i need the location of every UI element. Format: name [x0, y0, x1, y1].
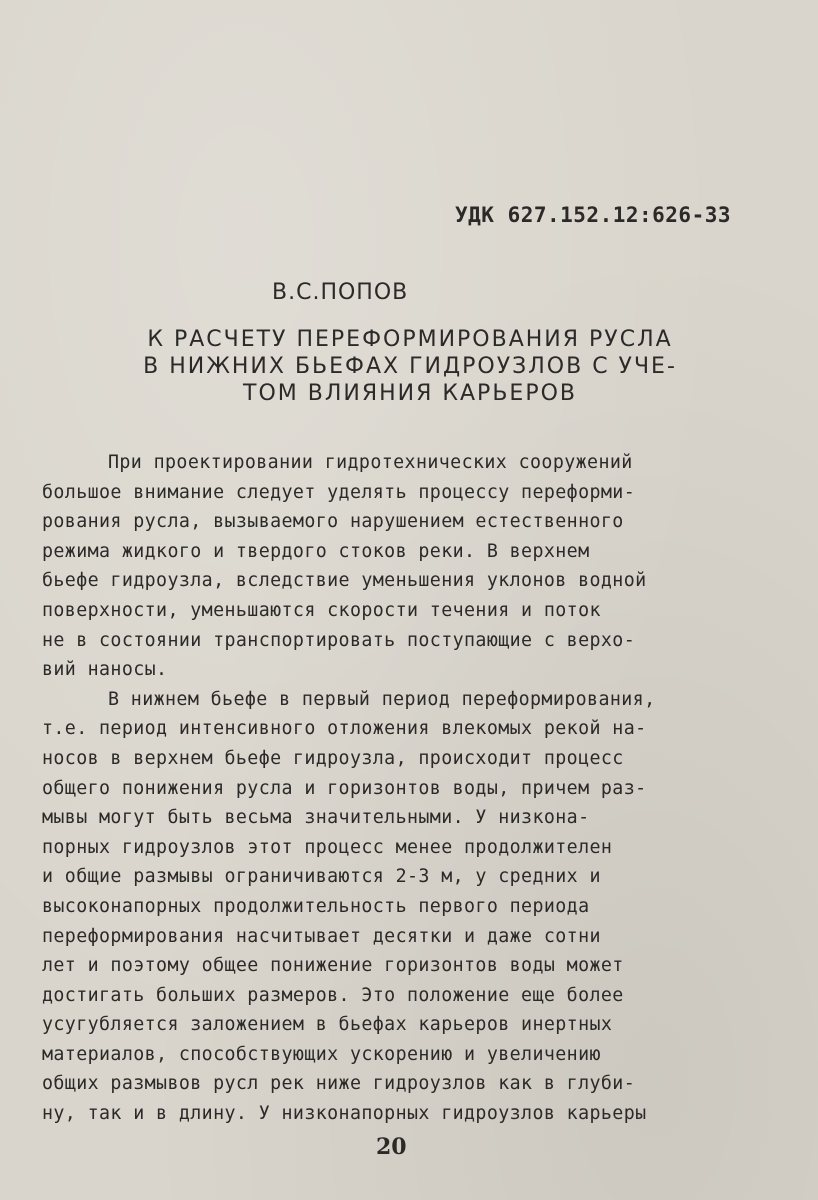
udk-code: УДК 627.152.12:626-33: [455, 203, 732, 227]
text-line: носов в верхнем бьефе гидроузла, происходит процесс: [42, 747, 624, 769]
title-line: К РАСЧЕТУ ПЕРЕФОРМИРОВАНИЯ РУСЛА: [147, 327, 673, 352]
text-line: т.е. период интенсивного отложения влекомых рекой на-: [42, 718, 647, 740]
text-line: общего понижения русла и горизонтов воды, причем раз-: [42, 777, 647, 799]
text-line: лет и поэтому общее понижение горизонтов воды может: [42, 955, 624, 977]
text-line: вий наносы.: [42, 659, 168, 681]
text-line: ну, так и в длину. У низконапорных гидроузлов карьеры: [42, 1103, 647, 1125]
text-line: При проектировании гидротехнических сооружений: [108, 452, 633, 473]
author-name: В.С.ПОПОВ: [272, 280, 409, 305]
text-line: порных гидроузлов этот процесс менее продолжителен: [42, 836, 613, 858]
page-number: 20: [376, 1134, 407, 1160]
article-title: [110, 326, 710, 407]
text-line: поверхности, уменьшаются скорости течения и поток: [42, 599, 601, 621]
text-line: и общие размывы ограничиваются 2-3 м, у средних и: [42, 866, 601, 888]
text-line: мывы могут быть весьма значительными. У низкона-: [42, 807, 590, 829]
text-line: режима жидкого и твердого стоков реки. В верхнем: [42, 540, 590, 562]
text-line: усугубляется заложением в бьефах карьеров инертных: [42, 1014, 613, 1036]
text-line: не в состоянии транспортировать поступающие с верхо-: [42, 629, 636, 651]
paragraph-2: [42, 685, 802, 1129]
text-line: большое внимание следует уделять процессу переформи-: [42, 481, 636, 503]
text-line: переформирования насчитывает десятки и даже сотни: [42, 925, 601, 947]
text-line: материалов, способствующих ускорению и увеличению: [42, 1043, 601, 1065]
text-line: общих размывов русл рек ниже гидроузлов как в глуби-: [42, 1073, 636, 1095]
text-line: рования русла, вызываемого нарушением естественного: [42, 511, 624, 533]
paragraph-1: [42, 448, 802, 685]
text-line: высоконапорных продолжительность первого периода: [42, 895, 590, 917]
text-line: достигать больших размеров. Это положение еще более: [42, 984, 624, 1006]
article-body: [42, 448, 802, 1129]
text-line: бьефе гидроузла, вследствие уменьшения уклонов водной: [42, 570, 647, 592]
title-line: В НИЖНИХ БЬЕФАХ ГИДРОУЗЛОВ С УЧЕ-: [143, 354, 677, 379]
title-line: ТОМ ВЛИЯНИЯ КАРЬЕРОВ: [243, 381, 577, 406]
text-line: В нижнем бьефе в первый период переформирования,: [108, 688, 656, 710]
